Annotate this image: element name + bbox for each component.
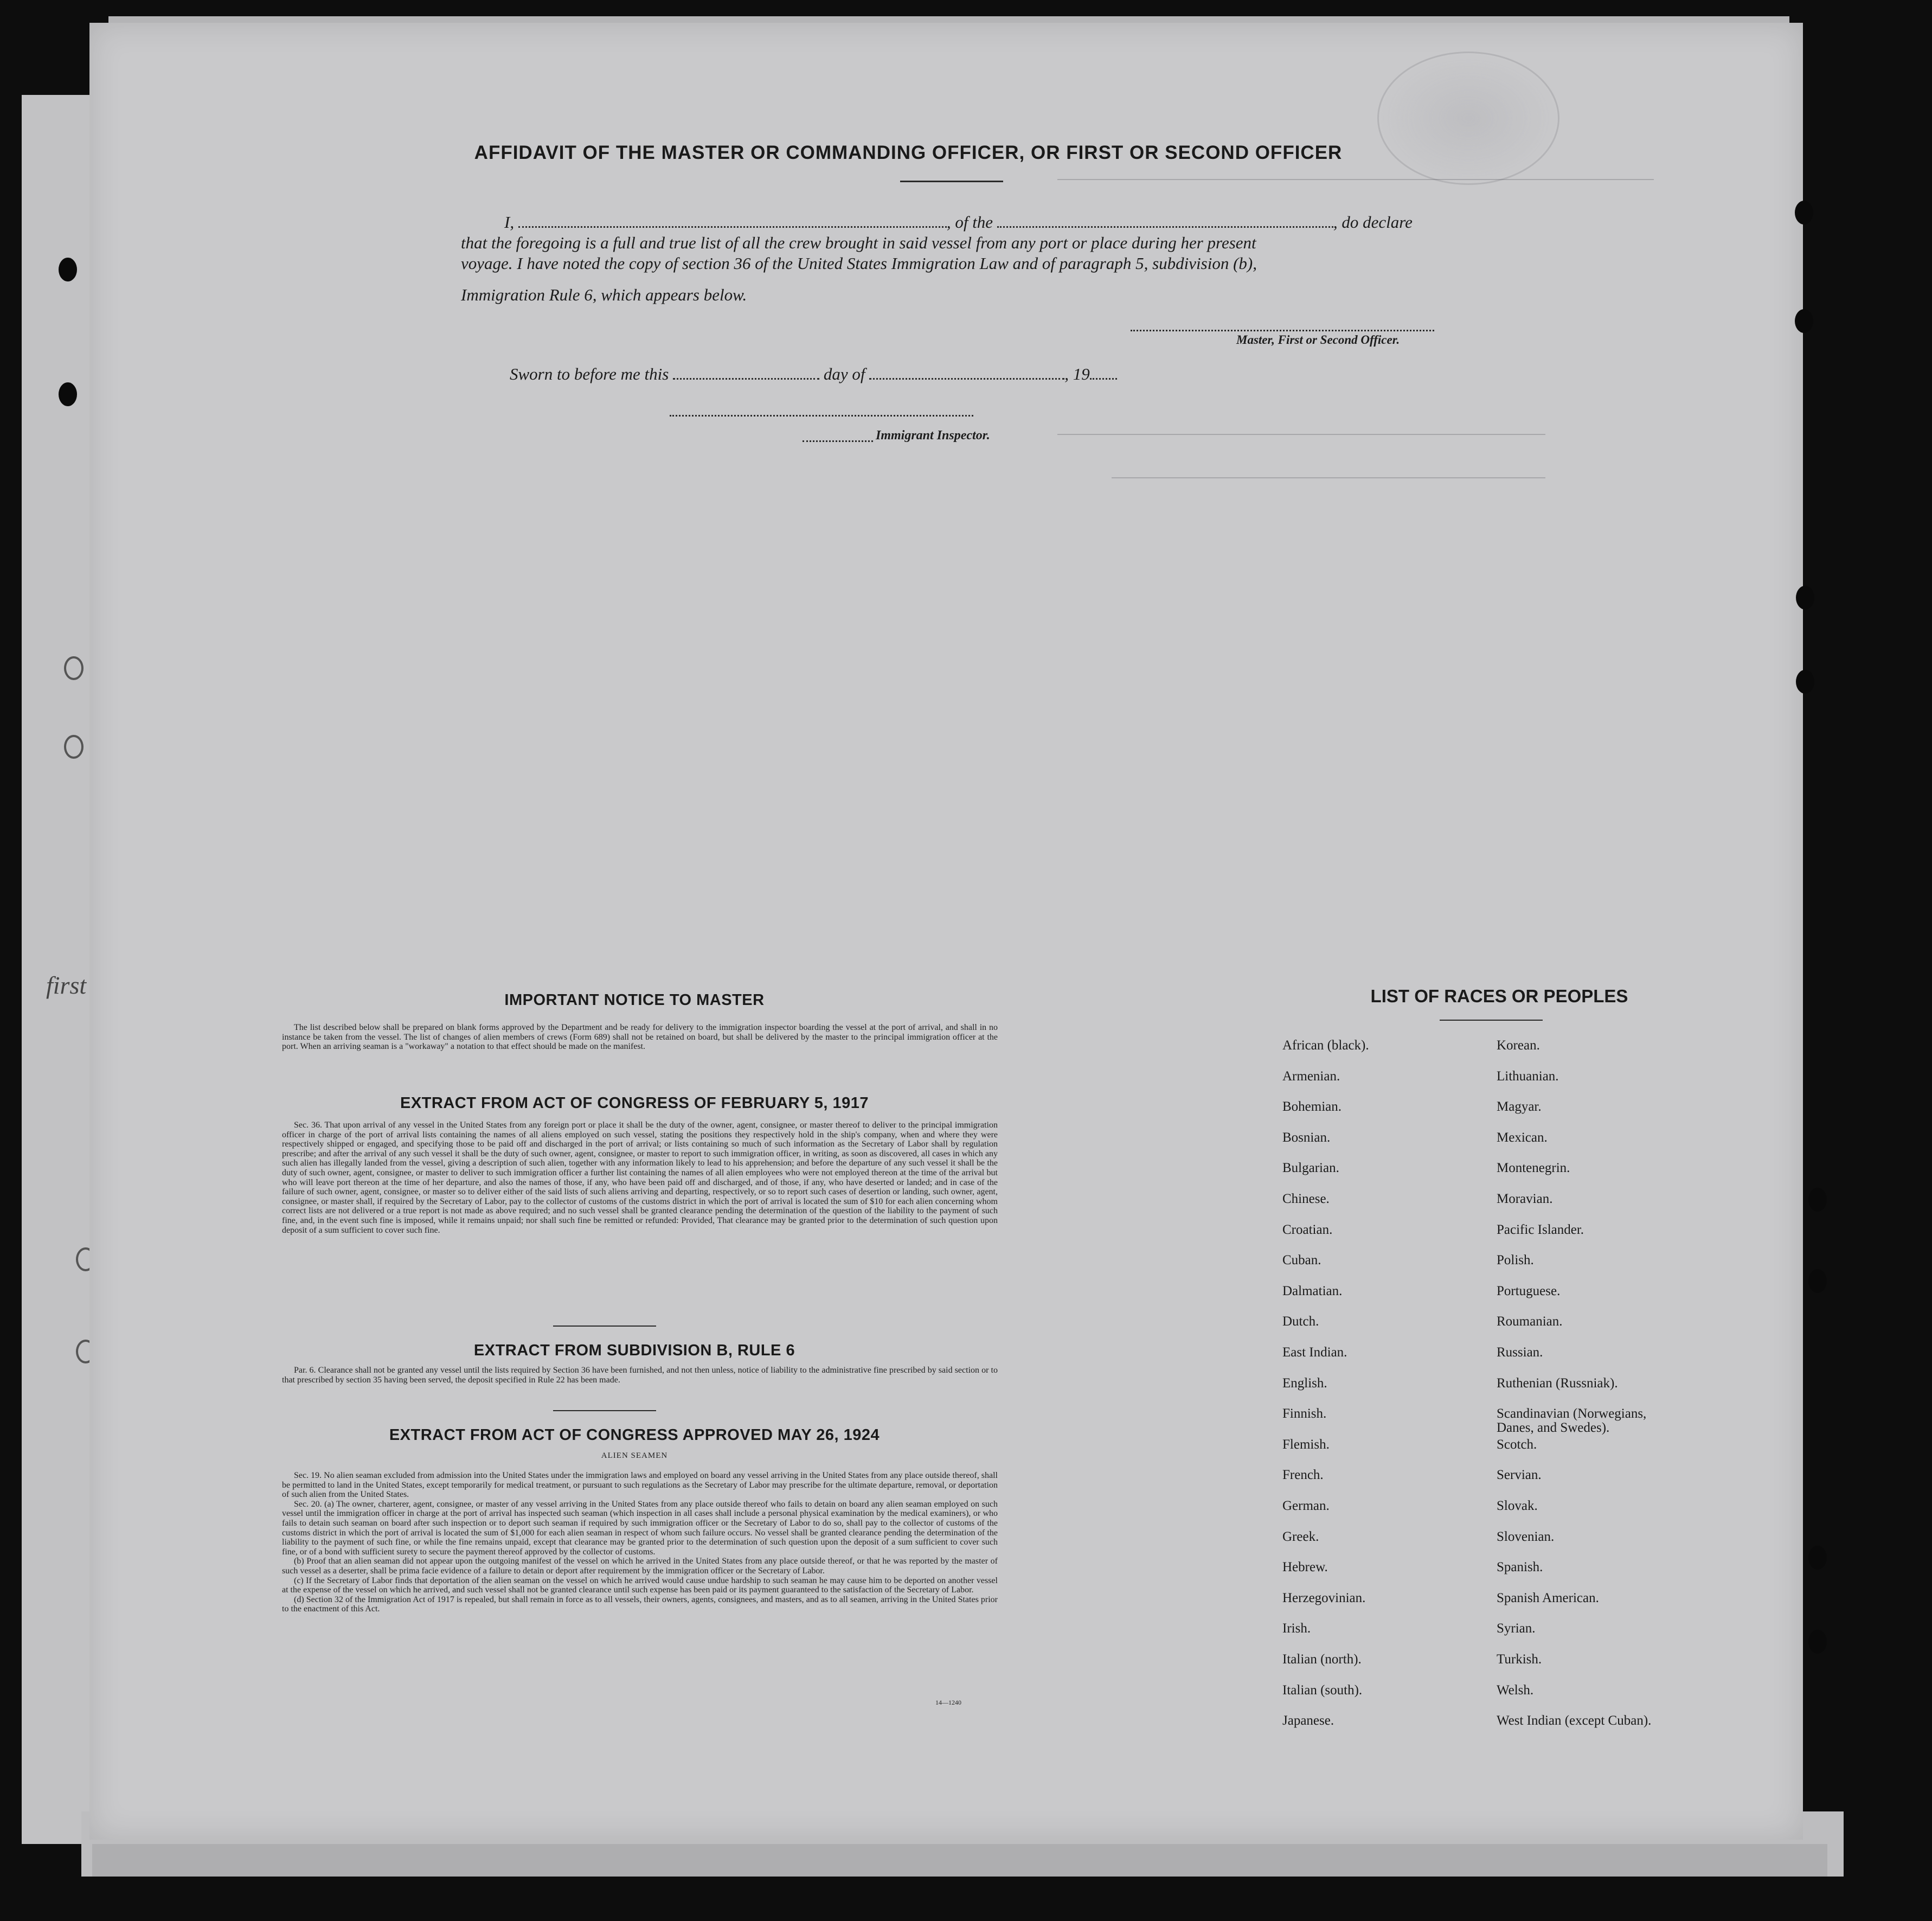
binder-hole — [1795, 309, 1813, 333]
affidavit-line-2: that the foregoing is a full and true list of all the crew brought in said vessel from any port or place during her present — [461, 233, 1256, 252]
extract-1924-title: EXTRACT FROM ACT OF CONGRESS APPROVED MAY 26, 1924 — [389, 1426, 880, 1444]
race-item: English. — [1282, 1375, 1327, 1391]
affidavit-i-label: I, — [504, 213, 515, 232]
race-item: Irish. — [1282, 1621, 1311, 1636]
binder-hole — [1796, 586, 1814, 610]
race-item: Hebrew. — [1282, 1560, 1328, 1575]
name-blank — [518, 216, 947, 228]
race-item: East Indian. — [1282, 1345, 1347, 1360]
race-item: Dutch. — [1282, 1314, 1319, 1329]
sec19-paragraph: Sec. 19. No alien seaman excluded from admission into the United States under the immigration laws and employed on board any vessel arriving in the United States from any place outside thereof, shall be permitted to land in the United States, except temporarily for medical treatment, or pursuant to such regulations as the Secretary of Labor may prescribe for the ultimate departure, removal, or deportation of such alien from the United States. — [282, 1471, 998, 1500]
extract-rule6-body — [282, 1366, 998, 1385]
race-item: Armenian. — [1282, 1068, 1340, 1084]
binder-hole — [1808, 1188, 1827, 1212]
sworn-year-blank — [1090, 368, 1117, 380]
race-item: Slovenian. — [1497, 1529, 1555, 1544]
binder-hole-outline — [64, 656, 84, 680]
section-rule — [553, 1326, 656, 1327]
race-item: Moravian. — [1497, 1192, 1553, 1206]
race-item: Roumanian. — [1497, 1314, 1563, 1329]
race-item: Italian (north). — [1282, 1652, 1362, 1667]
race-item: Croatian. — [1282, 1222, 1333, 1237]
race-item: Ruthenian (Russniak). — [1497, 1375, 1618, 1391]
section-rule — [553, 1410, 656, 1411]
extract-rule6-title: EXTRACT FROM SUBDIVISION B, RULE 6 — [473, 1342, 795, 1359]
binder-hole — [1808, 1630, 1827, 1654]
sec20c-paragraph: (c) If the Secretary of Labor finds that deportation of the alien seaman on the vessel on which he arrived would cause undue hardship to such seaman he may cause him to be deported on another vessel at the expense of the vessel on which he arrived, and such vessel shall not be granted clearance until such expense has been paid or its payment guaranteed to the satisfaction of the Secretary of Labor. — [282, 1576, 998, 1595]
sec20a-paragraph: Sec. 20. (a) The owner, charterer, agent, consignee, or master of any vessel arriving in the United States from any place outside thereof who fails to detain on board any alien seaman employed on such vessel until the immigration officer in charge at the port of arrival has inspected such seaman (which inspection in all cases shall include a personal physical examination by the medical examiners), or who fails to detain such seaman on board after such inspection or to deport such seaman if required by such immigration officer or the Secretary of Labor to do so, shall pay to the collector of customs of the customs district in which the port of arrival is located the sum of $1,000 for each alien seaman in respect of whom such failure occurs. No vessel shall be granted clearance pending the determination of the liability to the payment of such fine, or while the fine remains unpaid, except that clearance may be granted prior to the determination of such question upon the deposit of a sum sufficient to cover such fine, or of a bond with sufficient surety to secure the payment thereof approved by the collector of customs. — [282, 1499, 998, 1557]
margin-handwriting: first — [46, 971, 87, 999]
race-item: Polish. — [1497, 1253, 1534, 1268]
race-item: Russian. — [1497, 1345, 1543, 1360]
binder-hole — [59, 258, 77, 281]
extract-1917-paragraph: Sec. 36. That upon arrival of any vessel in the United States from any foreign port or place it shall be the duty of the owner, agent, consignee, or master thereof to deliver to the principal immigration officer in charge of the port of arrival lists containing the names of all aliens employed on such vessel, stating the positions they respectively hold in the ship's company, when and where they were respectively shipped or engaged, and specifying those to be paid off and discharged in the port of arrival; or lists containing so much of such information as the Secretary of Labor shall by regulation prescribe; and after the arrival of any such vessel it shall be the duty of such owner, agent, consignee, or master to report to such immigration officer, in writing, as soon as discovered, all cases in which any such alien has illegally landed from the vessel, giving a description of such alien, together with any information likely to lead to his apprehension; and before the departure of any such vessel it shall be the duty of such owner, agent, consignee, or master to deliver to such immigration officer a further list containing the names of all alien employees who were not employed thereon at the time of the arrival but who will leave port thereon at the time of her departure, and also the names of those, if any, who have been paid off and discharged, and of those, if any, who have deserted or landed; and in case of the failure of such owner, agent, consignee, or master so to deliver either of the said lists of such aliens arriving and departing, respectively, or so to report such cases of desertion or landing, such owner, agent, consignee, or master shall, if required by the Secretary of Labor, pay to the collector of customs of the customs district in which the port of arrival is located the sum of $10 for each alien concerning whom correct lists are not delivered or a true report is not made as above required; and no such vessel shall be granted clearance pending the determination of the question of the liability to the payment of such fine, and, in the event such fine is imposed, while it remains unpaid; nor shall such fine be remitted or refunded: Provided, That clearance may be granted prior to the determination of such question upon deposit of a sum sufficient to cover such fine. — [282, 1120, 998, 1235]
races-title-rule — [1440, 1020, 1543, 1021]
form-number: 14—1240 — [935, 1699, 961, 1706]
race-item: Bohemian. — [1282, 1099, 1342, 1115]
day-of-label: day of — [823, 364, 865, 383]
alien-seamen-subtitle: ALIEN SEAMEN — [601, 1451, 668, 1460]
race-item: West Indian (except Cuban). — [1497, 1713, 1652, 1728]
year-label: , 19 — [1064, 364, 1090, 383]
signature-line — [1131, 330, 1434, 331]
races-title: LIST OF RACES OR PEOPLES — [1370, 986, 1628, 1006]
race-item: Korean. — [1497, 1038, 1540, 1053]
affidavit-of-the: , of the — [946, 213, 993, 232]
race-item: Herzegovinian. — [1282, 1590, 1366, 1605]
binder-hole — [1808, 1546, 1827, 1570]
affidavit-title: AFFIDAVIT OF THE MASTER OR COMMANDING OFFICER, OR FIRST OR SECOND OFFICER — [474, 142, 1343, 163]
race-item: Scandinavian (Norwegians, Danes, and Swedes). — [1497, 1406, 1647, 1436]
binder-hole — [1808, 1269, 1827, 1293]
race-item: Turkish. — [1497, 1652, 1542, 1667]
embossed-seal — [1377, 52, 1559, 185]
race-item: African (black). — [1282, 1038, 1369, 1053]
affidavit-line-1 — [504, 213, 1413, 232]
signer-label: Master, First or Second Officer. — [1236, 333, 1400, 347]
race-item: Italian (south). — [1282, 1682, 1363, 1698]
affidavit-line-4: Immigration Rule 6, which appears below. — [461, 285, 747, 304]
race-item: Portuguese. — [1497, 1283, 1561, 1298]
race-item: French. — [1282, 1468, 1324, 1483]
bleed-through — [1112, 477, 1545, 478]
race-item: Servian. — [1497, 1468, 1542, 1483]
binder-hole — [59, 382, 77, 406]
inspector-label: Immigrant Inspector. — [876, 428, 990, 443]
race-item: Pacific Islander. — [1497, 1222, 1584, 1237]
binder-hole — [1795, 201, 1813, 225]
extract-rule6-paragraph: Par. 6. Clearance shall not be granted any vessel until the lists required by Section 36 have been furnished, and not then unless, notice of liability to the administrative fine prescribed by said section or to that prescribed by section 35 having been served, the deposit specified in Rule 22 has been made. — [282, 1366, 998, 1385]
race-item: Flemish. — [1282, 1437, 1330, 1452]
notice-title: IMPORTANT NOTICE TO MASTER — [504, 991, 765, 1009]
race-item: Finnish. — [1282, 1406, 1327, 1421]
notice-paragraph: The list described below shall be prepared on blank forms approved by the Department and be ready for delivery to the immigration inspector boarding the vessel at the port of arrival, and shall in no instance be taken from the vessel. The list of changes of alien members of crews (Form 689) shall not be retained on board, but shall be delivered by the master to the principal immigration officer at the port. When an arriving seaman is a "workaway" a notation to that effect should be made on the manifest. — [282, 1023, 998, 1052]
race-item: Spanish American. — [1497, 1590, 1599, 1605]
race-item: Bosnian. — [1282, 1130, 1331, 1145]
race-item: Spanish. — [1497, 1560, 1543, 1575]
race-item: Welsh. — [1497, 1682, 1534, 1698]
race-item: Mexican. — [1497, 1130, 1548, 1145]
extract-1924-body — [282, 1471, 998, 1614]
affidavit-line-3: voyage. I have noted the copy of section 36 of the United States Immigration Law and of paragraph 5, subdivision (b), — [461, 254, 1257, 273]
sec20d-paragraph: (d) Section 32 of the Immigration Act of 1917 is repealed, but shall remain in force as to all vessels, their owners, agents, consignees, and masters, and as to all seamen, arriving in the United States prior to the enactment of this Act. — [282, 1595, 998, 1614]
inspector-dots — [803, 440, 873, 442]
vessel-blank — [997, 216, 1333, 228]
sworn-day-blank — [673, 368, 819, 380]
paper-edge-bottom-lower — [92, 1844, 1827, 1877]
race-item: Slovak. — [1497, 1499, 1538, 1513]
title-rule — [900, 181, 1003, 182]
race-item: German. — [1282, 1499, 1330, 1513]
bleed-through — [1057, 434, 1545, 435]
extract-1917-body — [282, 1120, 998, 1235]
race-item: Bulgarian. — [1282, 1161, 1339, 1176]
race-item: Dalmatian. — [1282, 1283, 1343, 1298]
race-item: Japanese. — [1282, 1713, 1334, 1728]
race-item: Scotch. — [1497, 1437, 1537, 1452]
race-item: Greek. — [1282, 1529, 1319, 1544]
sworn-label: Sworn to before me this — [510, 364, 669, 383]
race-item: Cuban. — [1282, 1253, 1321, 1268]
extract-1917-title: EXTRACT FROM ACT OF CONGRESS OF FEBRUARY 5, 1917 — [400, 1094, 869, 1112]
race-item: Montenegrin. — [1497, 1161, 1570, 1176]
race-item: Magyar. — [1497, 1099, 1542, 1115]
bleed-through — [1057, 179, 1654, 180]
notice-body — [282, 1023, 998, 1052]
inspector-signature-line — [670, 415, 973, 417]
sworn-month-blank — [869, 368, 1064, 380]
binder-hole — [1796, 670, 1814, 694]
sworn-line — [510, 364, 1117, 384]
race-item: Chinese. — [1282, 1192, 1330, 1206]
binder-hole-outline — [64, 735, 84, 759]
affidavit-do-declare: , do declare — [1333, 213, 1413, 232]
race-item: Syrian. — [1497, 1621, 1536, 1636]
race-item: Lithuanian. — [1497, 1068, 1559, 1084]
sec20b-paragraph: (b) Proof that an alien seaman did not appear upon the outgoing manifest of the vessel on which he arrived in the United States from any place outside thereof, or that he was reported by the master of such vessel as a deserter, shall be prima facie evidence of a failure to detain or deport after requirement by the immigration officer or the Secretary of Labor. — [282, 1557, 998, 1576]
